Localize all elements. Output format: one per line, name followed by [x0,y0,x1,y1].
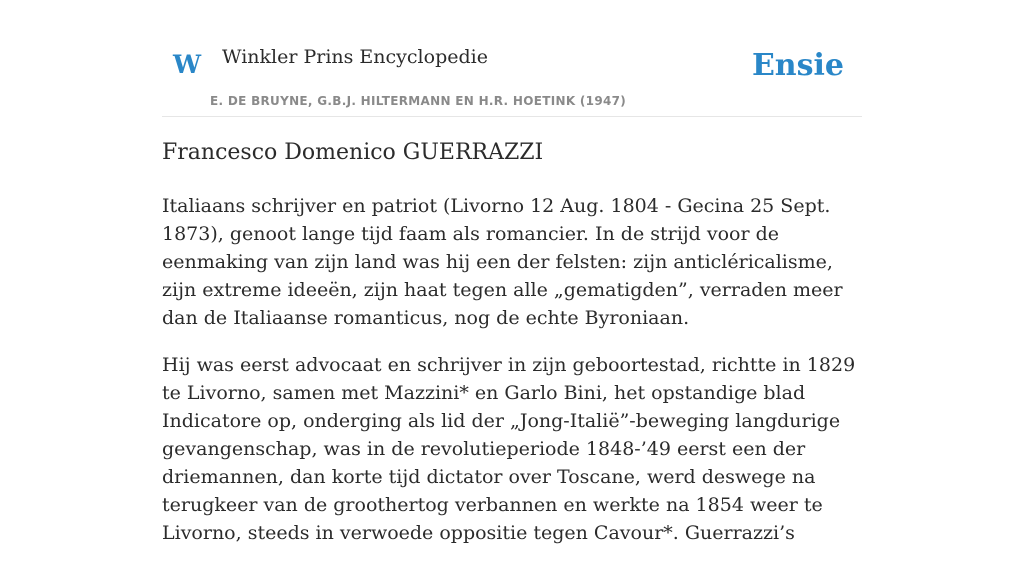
article-title: Francesco Domenico GUERRAZZI [162,140,544,165]
article-paragraph: Italiaans schrijver en patriot (Livorno 12 Aug. 1804 - Gecina 25 Sept. 1873), genoot lange tijd faam als romancier. In de strijd voor de eenmaking van zijn land was hij een der felsten: zijn anticléricalisme, zijn extreme ideeën, zijn haat tegen alle „gematigden”, verraden meer dan de Italiaanse romanticus, nog de echte Byroniaan. [162,195,843,329]
ensie-brand-logo[interactable]: Ensie [751,48,844,83]
source-header [162,0,862,117]
page-container [162,0,862,544]
source-title[interactable]: Winkler Prins Encyclopedie [222,46,488,68]
winkler-prins-logo[interactable]: W [173,50,202,79]
article-paragraph: Hij was eerst advocaat en schrijver in zijn geboortestad, richtte in 1829 te Livorno, samen met Mazzini* en Garlo Bini, het opstandige blad Indicatore op, onderging als lid der „Jong-Italië”-beweging langdurige gevangenschap, was in de revolutieperiode 1848-’49 eerst een der driemannen, dan korte tijd dictator over Toscane, werd deswege na terugkeer van de groothertog verbannen en werkte na 1854 weer te Livorno, steeds in verwoede oppositie tegen Cavour*. Guerrazzi’s [162,354,856,544]
article-body [162,192,862,566]
source-authors: E. DE BRUYNE, G.B.J. HILTERMANN EN H.R. HOETINK (1947) [210,94,627,108]
